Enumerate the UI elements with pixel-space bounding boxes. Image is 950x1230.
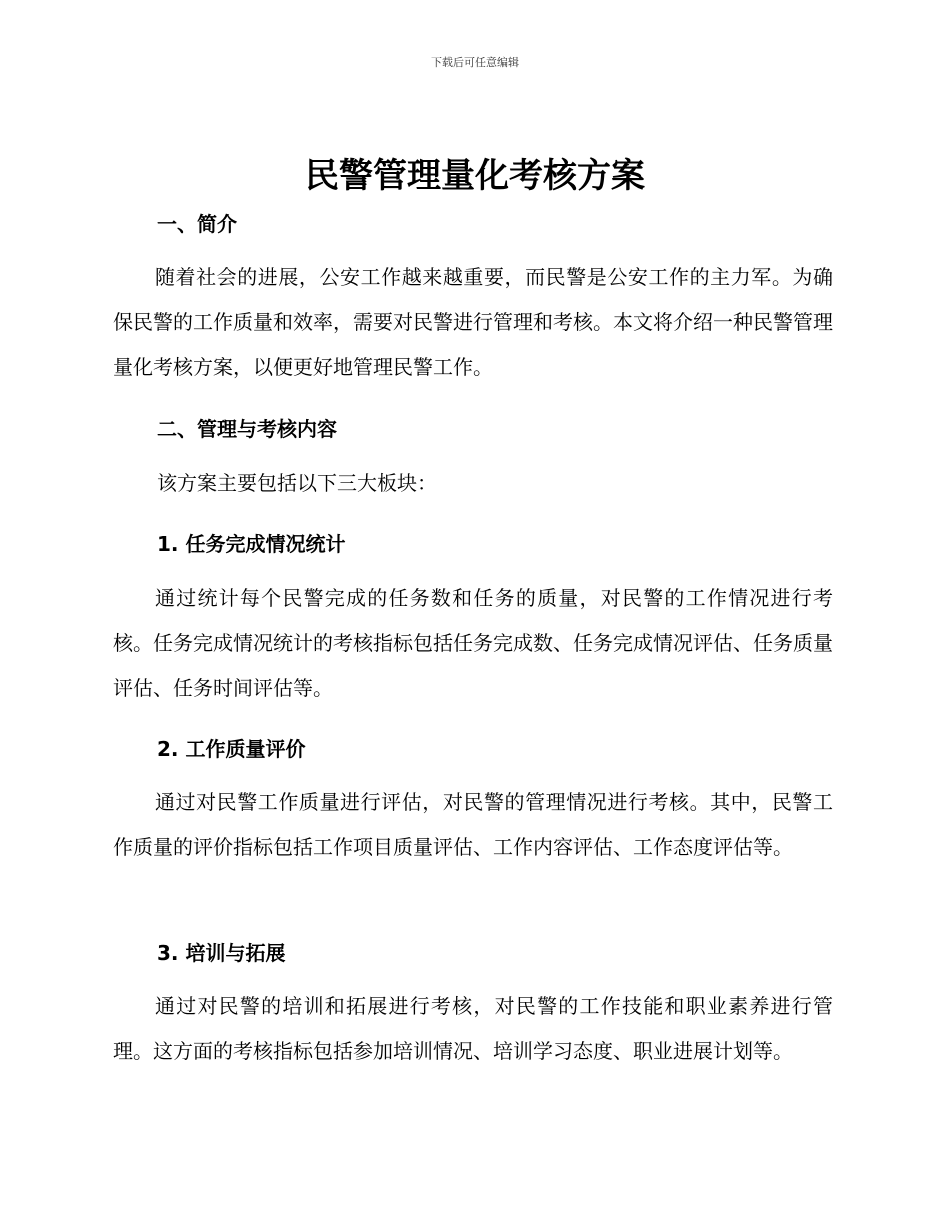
section-heading-content: 二、管理与考核内容 <box>157 417 337 441</box>
document-title: 民警管理量化考核方案 <box>305 156 645 196</box>
intro-paragraph: 随着社会的进展，公安工作越来越重要，而民警是公安工作的主力军。为确保民警的工作质量和效率，需要对民警进行管理和考核。本文将介绍一种民警管理量化考核方案，以便更好地管理民警工作。 <box>113 265 833 379</box>
section-heading-intro: 一、简介 <box>157 212 237 236</box>
item-paragraph-1: 通过统计每个民警完成的任务数和任务的质量，对民警的工作情况进行考核。任务完成情况统计的考核指标包括任务完成数、任务完成情况评估、任务质量评估、任务时间评估等。 <box>113 586 833 700</box>
item-heading-2: 2. 工作质量评价 <box>157 737 306 761</box>
item-heading-3: 3. 培训与拓展 <box>157 941 286 965</box>
item-paragraph-3: 通过对民警的培训和拓展进行考核，对民警的工作技能和职业素养进行管理。这方面的考核指标包括参加培训情况、培训学习态度、职业进展计划等。 <box>113 994 833 1063</box>
item-heading-1: 1. 任务完成情况统计 <box>157 532 346 556</box>
content-paragraph: 该方案主要包括以下三大板块： <box>157 471 437 495</box>
item-paragraph-2: 通过对民警工作质量进行评估，对民警的管理情况进行考核。其中，民警工作质量的评价指标包括工作项目质量评估、工作内容评估、工作态度评估等。 <box>113 790 833 859</box>
header-note: 下载后可任意编辑 <box>431 56 519 69</box>
